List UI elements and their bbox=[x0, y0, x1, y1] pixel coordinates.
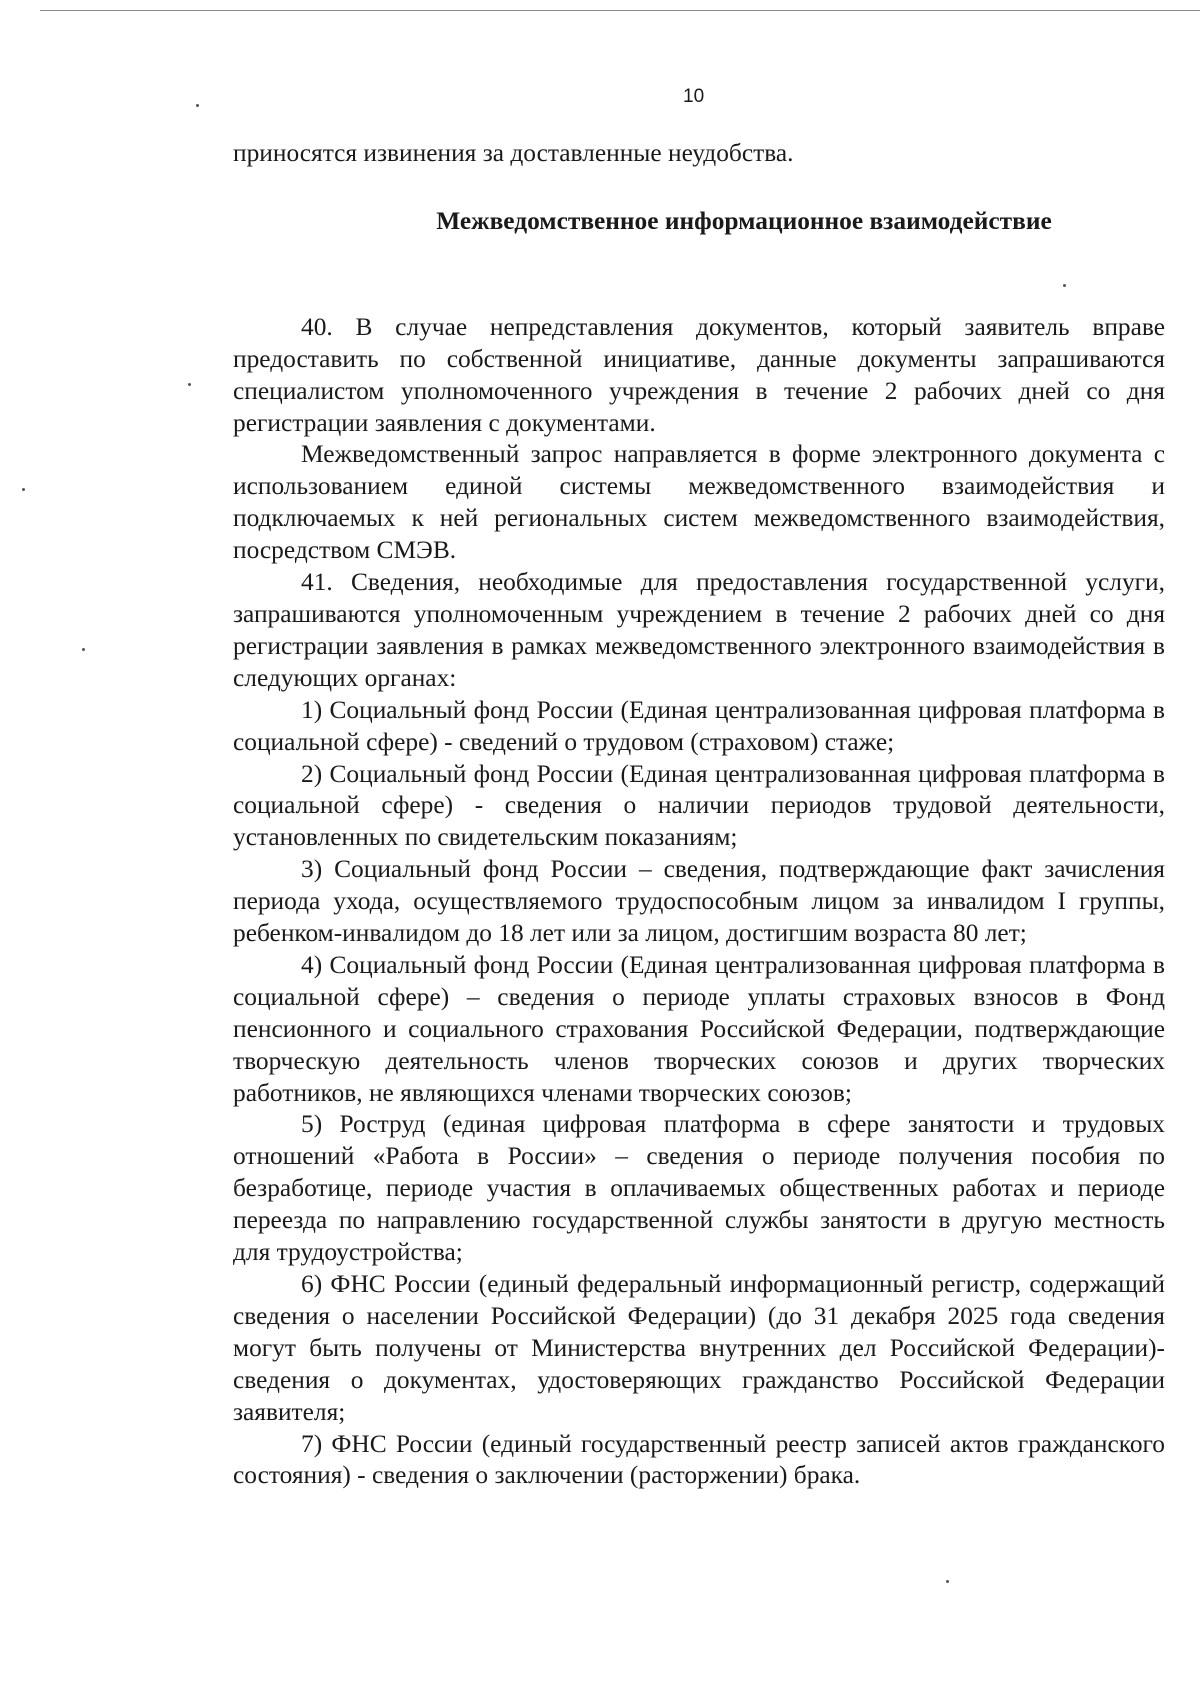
scan-speck bbox=[82, 648, 85, 651]
scan-speck bbox=[196, 104, 199, 107]
paragraph-41: 41. Сведения, необходимые для предоставления государственной услуги, запрашиваются уполномоченным учреждением в течение 2 рабочих дней со дня регистрации заявления в рамках межведомственного электронного взаимодействия в следующих органах: bbox=[233, 568, 1165, 692]
page-number: 10 bbox=[683, 86, 705, 107]
list-item-7: 7) ФНС России (единый государственный реестр записей актов гражданского состояния) - сведения о заключении (расторжении) брака. bbox=[233, 1429, 1165, 1490]
scan-top-edge bbox=[40, 10, 1200, 11]
list-item-1: 1) Социальный фонд России (Единая централизованная цифровая платформа в социальной сфере) - сведений о трудовом (страховом) стаже; bbox=[233, 695, 1165, 756]
list-item-6: 6) ФНС России (единый федеральный информационный регистр, содержащий сведения о населении Российской Федерации) (до 31 декабря 2025 года сведения могут быть получены от Министерства внутренних дел Российской Федерации)- сведения о документах, удостоверяющих гражданство Российской Федерации заявителя; bbox=[233, 1270, 1165, 1426]
scan-speck bbox=[22, 488, 25, 491]
scan-speck bbox=[188, 383, 191, 386]
section-heading: Межведомственное информационное взаимодействие bbox=[436, 206, 1052, 235]
list-item-4: 4) Социальный фонд России (Единая централизованная цифровая платформа в социальной сфере) – сведения о периоде уплаты страховых взносов в Фонд пенсионного и социального страхования Российской Федерации, подтверждающие творческую деятельность членов творческих союзов и других творческих работников, не являющихся членами творческих союзов; bbox=[233, 950, 1165, 1107]
scan-speck bbox=[946, 1580, 949, 1583]
list-item-3: 3) Социальный фонд России – сведения, подтверждающие факт зачисления периода ухода, осуществляемого трудоспособным лицом за инвалидом I группы, ребенком-инвалидом до 18 лет или за лицом, достигшим возраста 80 лет; bbox=[233, 855, 1165, 948]
document-body bbox=[233, 138, 1165, 1492]
continuation-line: приносятся извинения за доставленные неудобства. bbox=[233, 139, 794, 167]
paragraph-40: 40. В случае непредставления документов, который заявитель вправе предоставить по собственной инициативе, данные документы запрашиваются специалистом уполномоченного учреждения в течение 2 рабочих дней со дня регистрации заявления с документами. bbox=[233, 312, 1165, 437]
list-item-5: 5) Роструд (единая цифровая платформа в сфере занятости и трудовых отношений «Работа в России» – сведения о периоде получения пособия по безработице, периоде участия в оплачиваемых общественных работах и периоде переезда по направлению государственной службы занятости в другую местность для трудоустройства; bbox=[233, 1110, 1165, 1267]
paragraph-interagency-request: Межведомственный запрос направляется в форме электронного документа с использованием единой системы межведомственного взаимодействия и подключаемых к ней региональных систем межведомственного взаимодействия, посредством СМЭВ. bbox=[233, 440, 1165, 565]
list-item-2: 2) Социальный фонд России (Единая централизованная цифровая платформа в социальной сфере) - сведения о наличии периодов трудовой деятельности, установленных по свидетельским показаниям; bbox=[233, 759, 1165, 852]
